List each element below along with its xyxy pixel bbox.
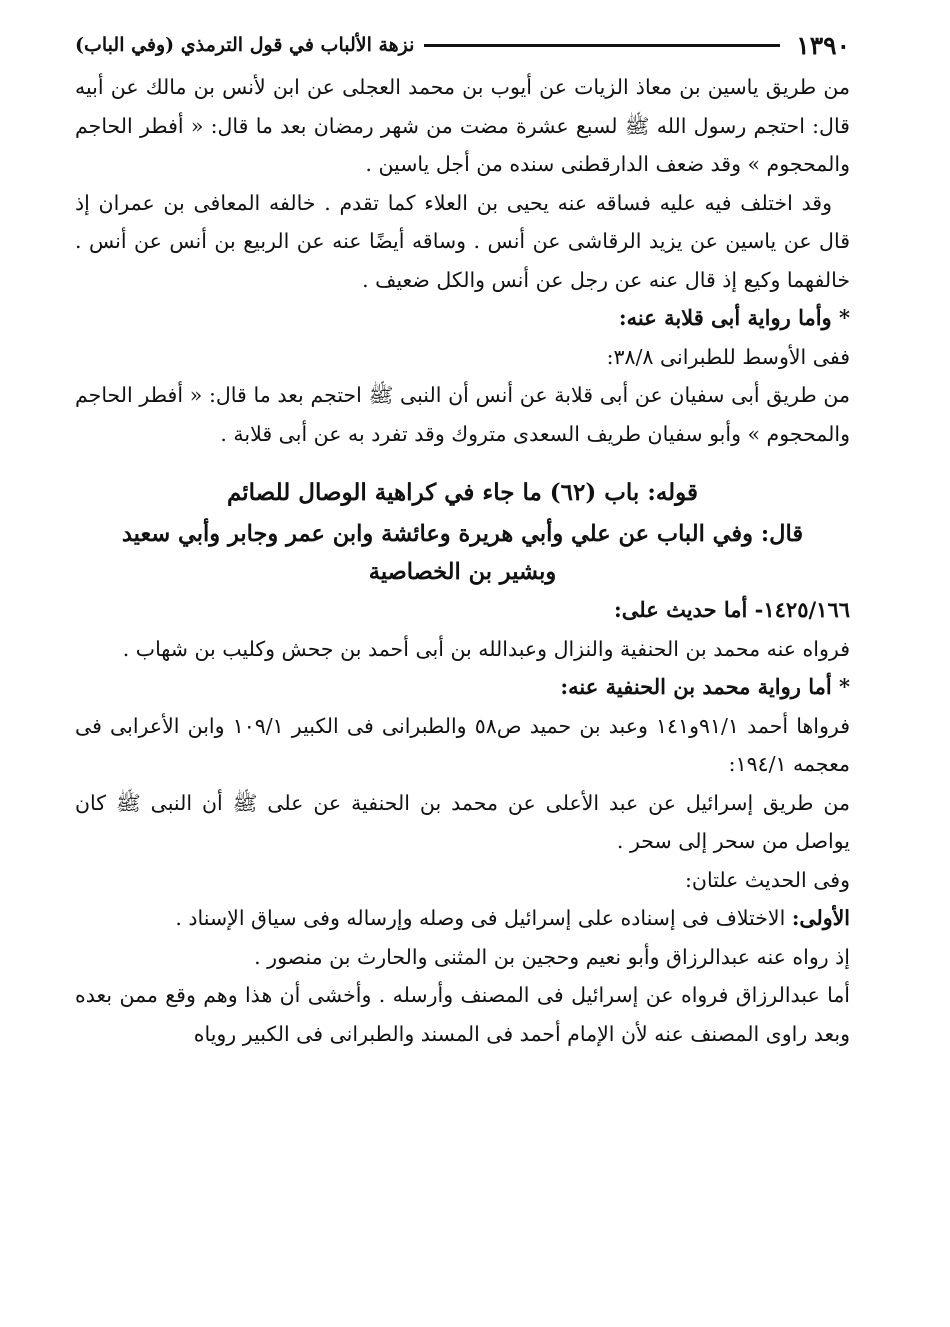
heading-abi-qilaba: * وأما رواية أبى قلابة عنه: [618,305,850,330]
fi-al-bab-line-2: وبشير بن الخصاصية [368,559,557,585]
paragraph-two-defects: وفى الحديث علتان: [684,867,850,892]
paragraph-abdurrazzaq: أما عبدالرزاق فرواه عن إسرائيل فى المصنف وأرسله . وأخشى أن هذا وهم وقع ممن بعده وبعد راوى المصنف عنه لأن الإمام أحمد فى المسند والطبرانى فى الكبير روياه [75,983,850,1046]
page-number: ١٣٩٠ [796,30,850,60]
fi-al-bab-line-1: قال: وفي الباب عن علي وأبي هريرة وعائشة وابن عمر وجابر وأبي سعيد [121,521,804,547]
paragraph-israil-chain: من طريق إسرائيل عن عبد الأعلى عن محمد بن الحنفية عن على ﷺ أن النبى ﷺ كان يواصل من سحر إلى سحر . [75,790,850,853]
paragraph-narrators-from-israil: إذ رواه عنه عبدالرزاق وأبو نعيم وحجين بن المثنى والحارث بن منصور . [254,944,850,969]
paragraph-abi-sufyan: من طريق أبى سفيان عن أبى قلابة عن أنس أن النبى ﷺ احتجم بعد ما قال: « أفطر الحاجم والمحجوم » وأبو سفيان طريف السعدى متروك وقد تفرد به عن أبى قلابة . [75,383,850,446]
first-defect-text: الاختلاف فى إسناده على إسرائيل فى وصله وإرساله وفى سياق الإسناد . [175,906,792,930]
heading-ibn-hanafiya: * أما رواية محمد بن الحنفية عنه: [560,674,850,699]
paragraph-narrators-from-ali: فرواه عنه محمد بن الحنفية والنزال وعبدالله بن أبى أحمد بن جحش وكليب بن شهاب . [122,636,850,661]
document-page [75,22,850,1053]
paragraph-first-defect [75,899,850,938]
running-title: نزهة الألباب في قول الترمذي (وفي الباب) [75,34,415,56]
header-rule [424,44,780,47]
hadith-ali-heading: ١٤٢٥/١٦٦- أما حديث على: [614,597,850,622]
paragraph-awsat-ref: ففى الأوسط للطبرانى ٣٨/٨: [606,344,850,369]
first-defect-label: الأولى: [791,906,850,930]
chapter-title: قوله: باب (٦٢) ما جاء في كراهية الوصال للصائم [226,479,699,506]
paragraph-disagreement: وقد اختلف فيه عليه فساقه عنه يحيى بن العلاء كما تقدم . خالفه المعافى بن عمران إذ قال عن ياسين عن يزيد الرقاشى عن أنس . وساقه أيضًا عنه عن الربيع بن أنس عن أنس . خالفهما وكيع إذ قال عنه عن رجل عن أنس والكل ضعيف . [75,190,850,292]
paragraph-sources: فرواها أحمد ٩١/١و١٤١ وعبد بن حميد ص٥٨ والطبرانى فى الكبير ١٠٩/١ وابن الأعرابى فى معجمه ١٩٤/١: [75,713,850,776]
page-header [75,22,850,68]
paragraph-yasin-chain: من طريق ياسين بن معاذ الزيات عن أيوب بن محمد العجلى عن ابن لأنس بن مالك عن أبيه قال: احتجم رسول الله ﷺ لسبع عشرة مضت من شهر رمضان بعد ما قال: « أفطر الحاجم والمحجوم » وقد ضعف الدارقطنى سنده من أجل ياسين . [75,75,850,176]
section-gap [75,453,850,463]
